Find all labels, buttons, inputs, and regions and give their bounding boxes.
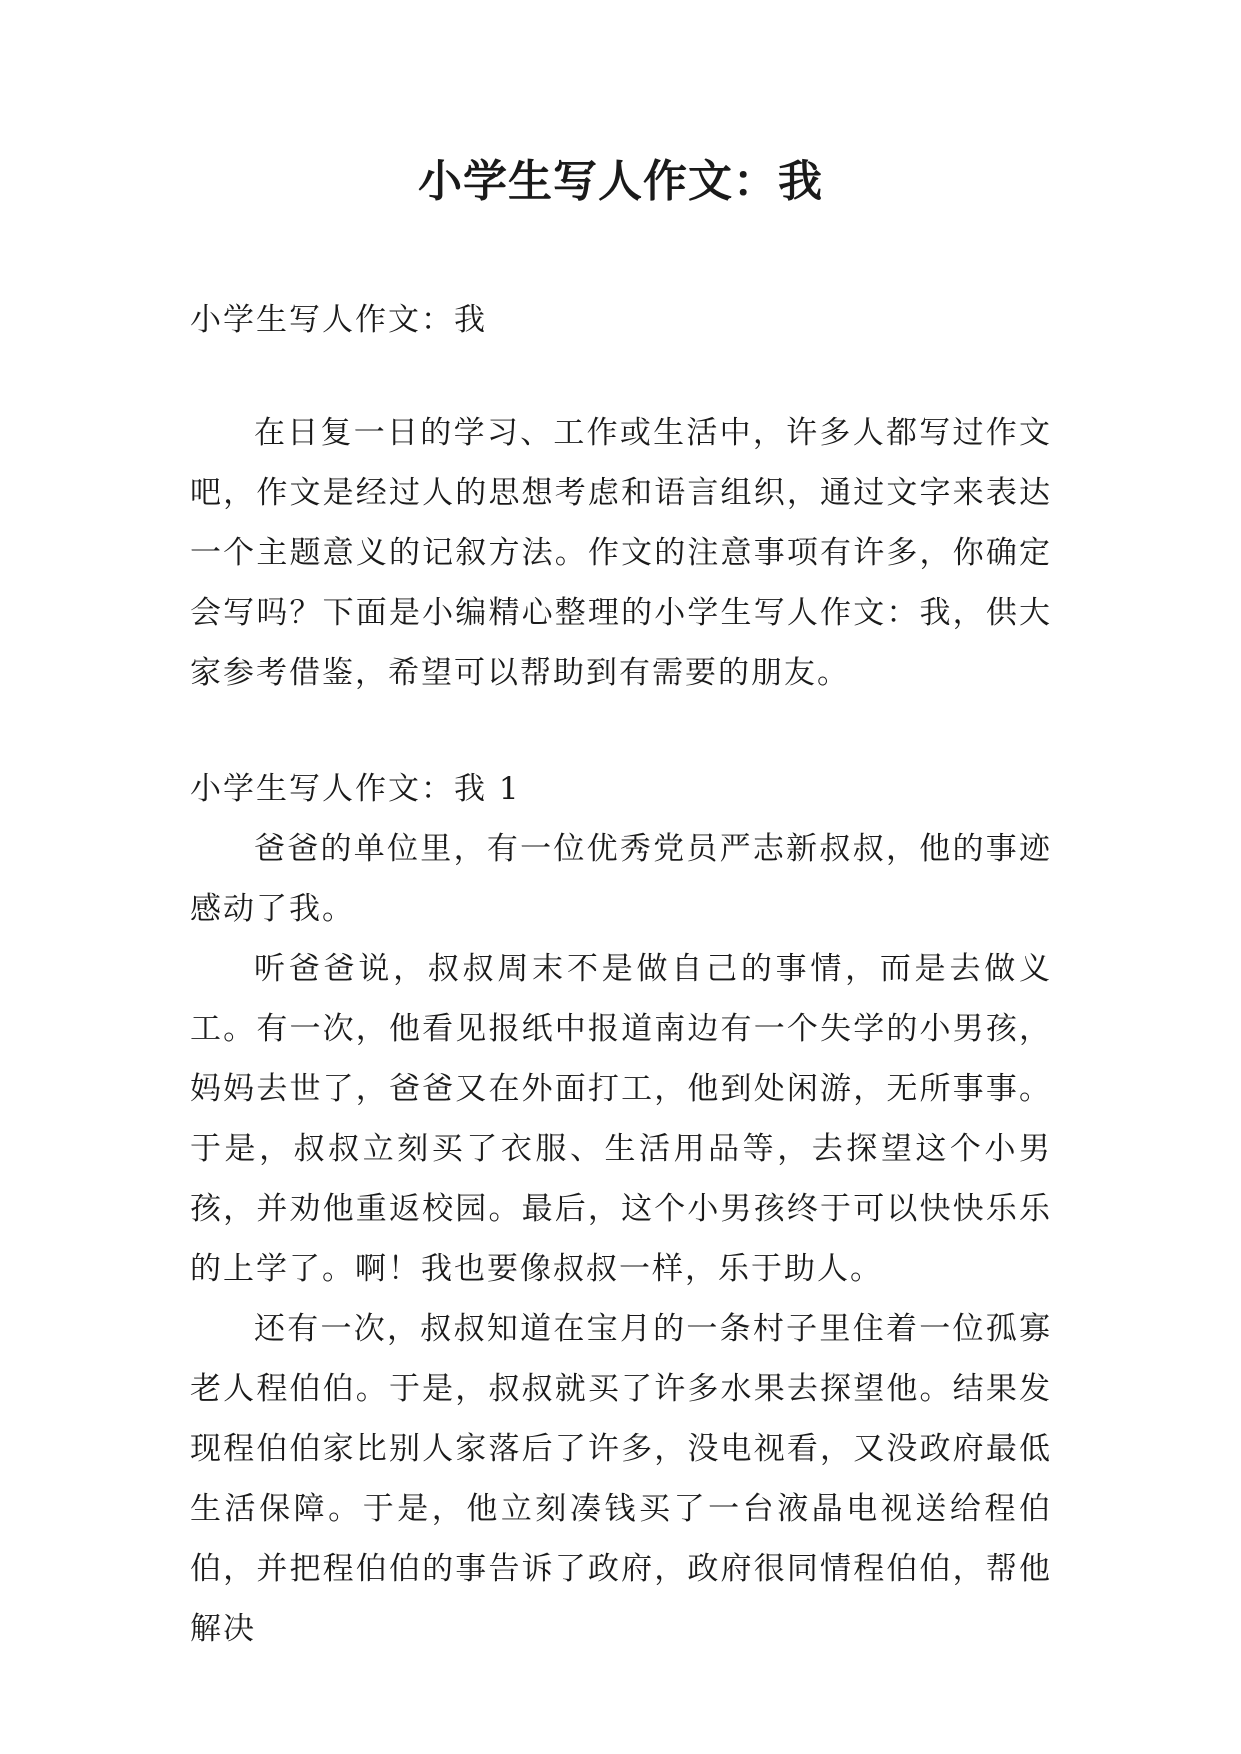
body-paragraph: 听爸爸说，叔叔周末不是做自己的事情，而是去做义工。有一次，他看见报纸中报道南边有一个失学的小男孩，妈妈去世了，爸爸又在外面打工，他到处闲游，无所事事。于是，叔叔立刻买了衣服、生活用品等，去探望这个小男孩，并劝他重返校园。最后，这个小男孩终于可以快快乐乐的上学了。啊！我也要像叔叔一样，乐于助人。	[190, 951, 1052, 1287]
spacer	[190, 703, 1052, 759]
section-heading: 小学生写人作文：我 1	[190, 771, 521, 807]
document-body	[190, 290, 1052, 1659]
spacer	[190, 350, 1052, 403]
document-subtitle: 小学生写人作文：我	[190, 302, 487, 338]
document-title: 小学生写人作文：我	[418, 156, 823, 207]
body-paragraph: 爸爸的单位里，有一位优秀党员严志新叔叔，他的事迹感动了我。	[190, 831, 1052, 927]
body-paragraph: 还有一次，叔叔知道在宝月的一条村子里住着一位孤寡老人程伯伯。于是，叔叔就买了许多水果去探望他。结果发现程伯伯家比别人家落后了许多，没电视看，又没政府最低生活保障。于是，他立刻凑钱买了一台液晶电视送给程伯伯，并把程伯伯的事告诉了政府，政府很同情程伯伯，帮他解决	[190, 1311, 1052, 1647]
intro-paragraph: 在日复一日的学习、工作或生活中，许多人都写过作文吧，作文是经过人的思想考虑和语言组织，通过文字来表达一个主题意义的记叙方法。作文的注意事项有许多，你确定会写吗？下面是小编精心整理的小学生写人作文：我，供大家参考借鉴，希望可以帮助到有需要的朋友。	[190, 415, 1052, 691]
